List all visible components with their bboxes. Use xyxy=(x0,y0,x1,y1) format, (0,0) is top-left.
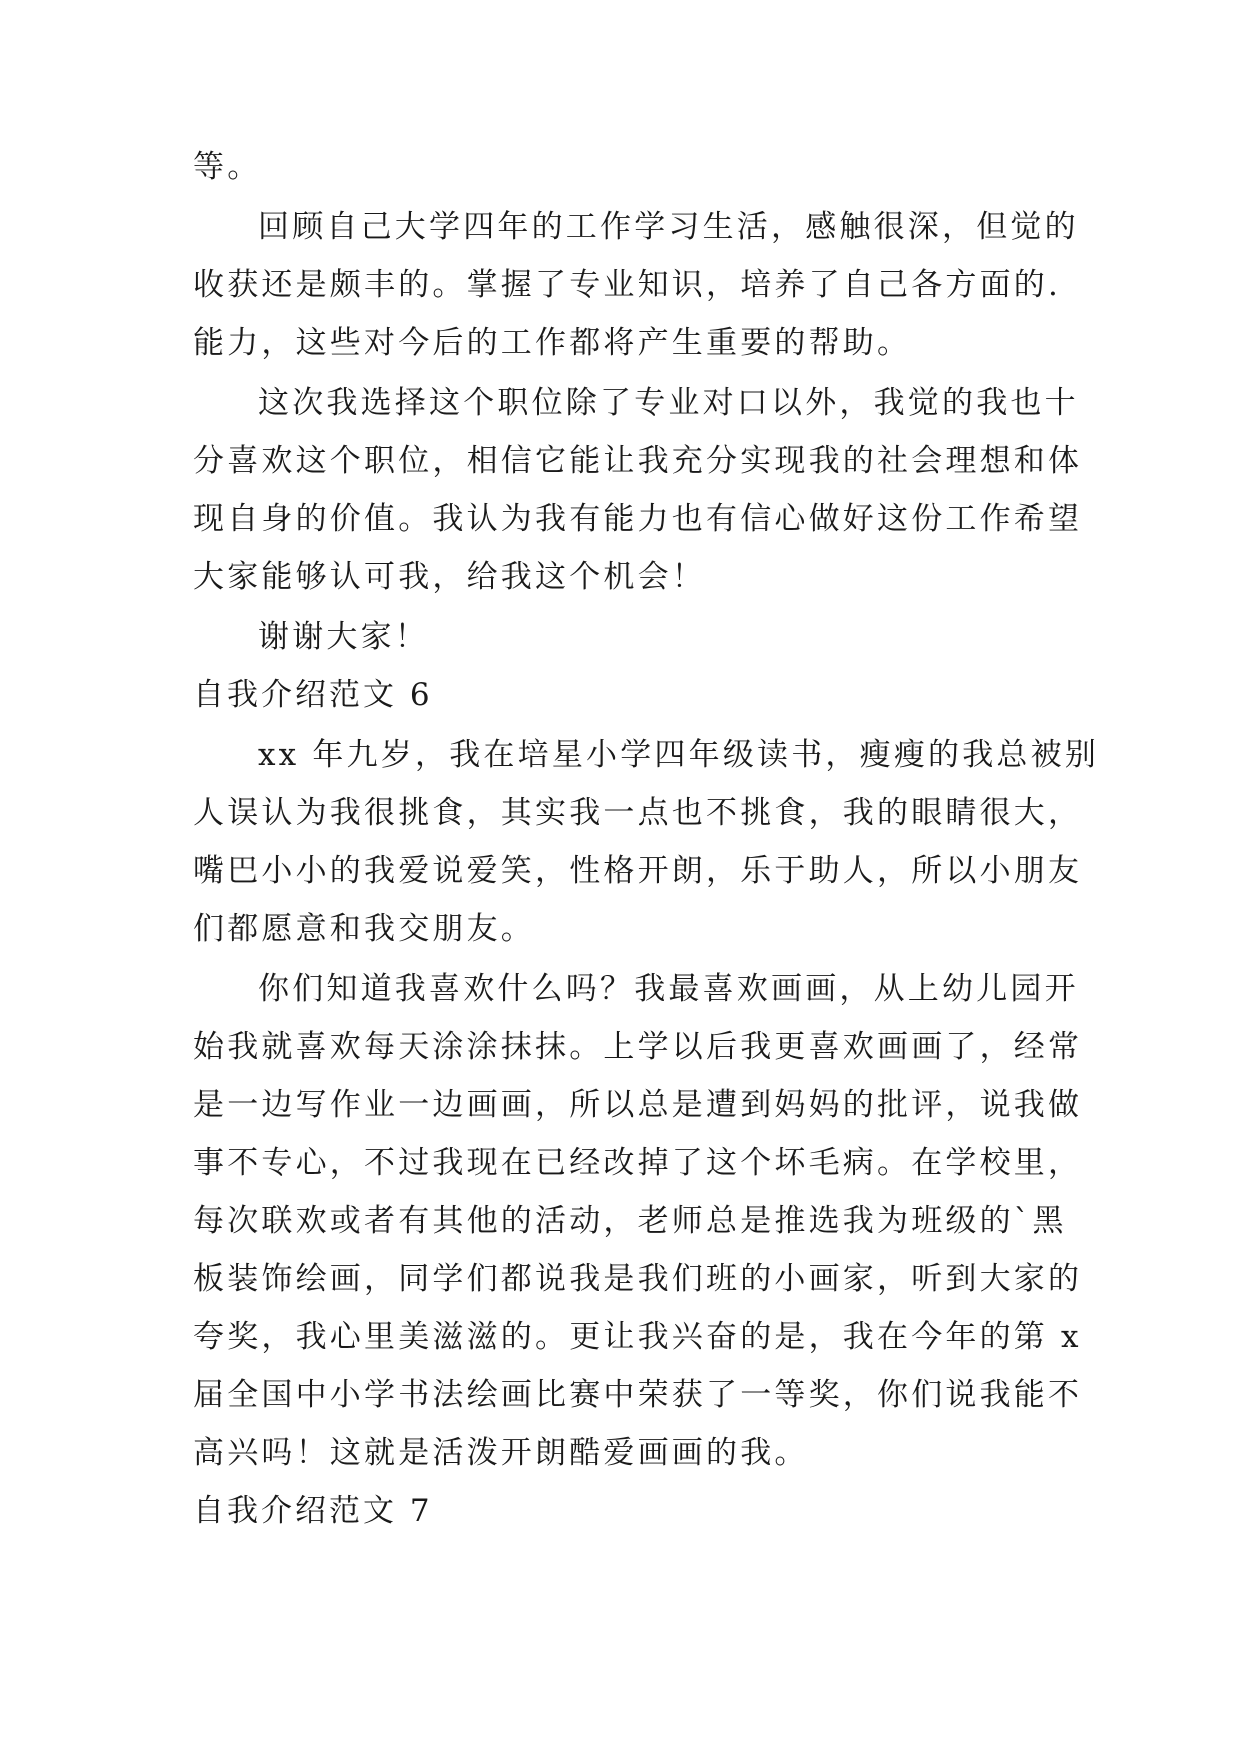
paragraph-line: 每次联欢或者有其他的活动，老师总是推选我为班级的`黑 xyxy=(193,1203,1067,1239)
paragraph-line: 等。 xyxy=(193,149,262,185)
paragraph-line: 能力，这些对今后的工作都将产生重要的帮助。 xyxy=(193,325,912,361)
paragraph-line: 分喜欢这个职位，相信它能让我充分实现我的社会理想和体 xyxy=(193,443,1083,479)
paragraph-line: xx 年九岁，我在培星小学四年级读书，瘦瘦的我总被别 xyxy=(258,737,1100,773)
paragraph-line: 嘴巴小小的我爱说爱笑，性格开朗，乐于助人，所以小朋友 xyxy=(193,853,1083,889)
paragraph-line: 大家能够认可我，给我这个机会！ xyxy=(193,559,706,595)
paragraph-line: 收获还是颇丰的。掌握了专业知识，培养了自己各方面的. xyxy=(193,267,1062,303)
paragraph-line: 夸奖，我心里美滋滋的。更让我兴奋的是，我在今年的第 x xyxy=(193,1319,1082,1355)
paragraph-line: 你们知道我喜欢什么吗？我最喜欢画画，从上幼儿园开 xyxy=(258,971,1079,1007)
paragraph-line: 人误认为我很挑食，其实我一点也不挑食，我的眼睛很大， xyxy=(193,795,1083,831)
paragraph-line: 是一边写作业一边画画，所以总是遭到妈妈的批评，说我做 xyxy=(193,1087,1083,1123)
paragraph-line: 这次我选择这个职位除了专业对口以外，我觉的我也十 xyxy=(258,385,1079,421)
section-heading: 自我介绍范文 7 xyxy=(193,1493,433,1529)
paragraph-line: 们都愿意和我交朋友。 xyxy=(193,911,535,947)
paragraph-line: 谢谢大家！ xyxy=(258,619,429,655)
paragraph-line: 板装饰绘画，同学们都说我是我们班的小画家，听到大家的 xyxy=(193,1261,1083,1297)
paragraph-line: 始我就喜欢每天涂涂抹抹。上学以后我更喜欢画画了，经常 xyxy=(193,1029,1083,1065)
section-heading: 自我介绍范文 6 xyxy=(193,677,433,713)
paragraph-line: 高兴吗！这就是活泼开朗酷爱画画的我。 xyxy=(193,1435,809,1471)
paragraph-line: 现自身的价值。我认为我有能力也有信心做好这份工作希望 xyxy=(193,501,1083,537)
paragraph-line: 回顾自己大学四年的工作学习生活，感触很深，但觉的 xyxy=(258,209,1079,245)
paragraph-line: 事不专心，不过我现在已经改掉了这个坏毛病。在学校里， xyxy=(193,1145,1083,1181)
paragraph-line: 届全国中小学书法绘画比赛中荣获了一等奖，你们说我能不 xyxy=(193,1377,1083,1413)
